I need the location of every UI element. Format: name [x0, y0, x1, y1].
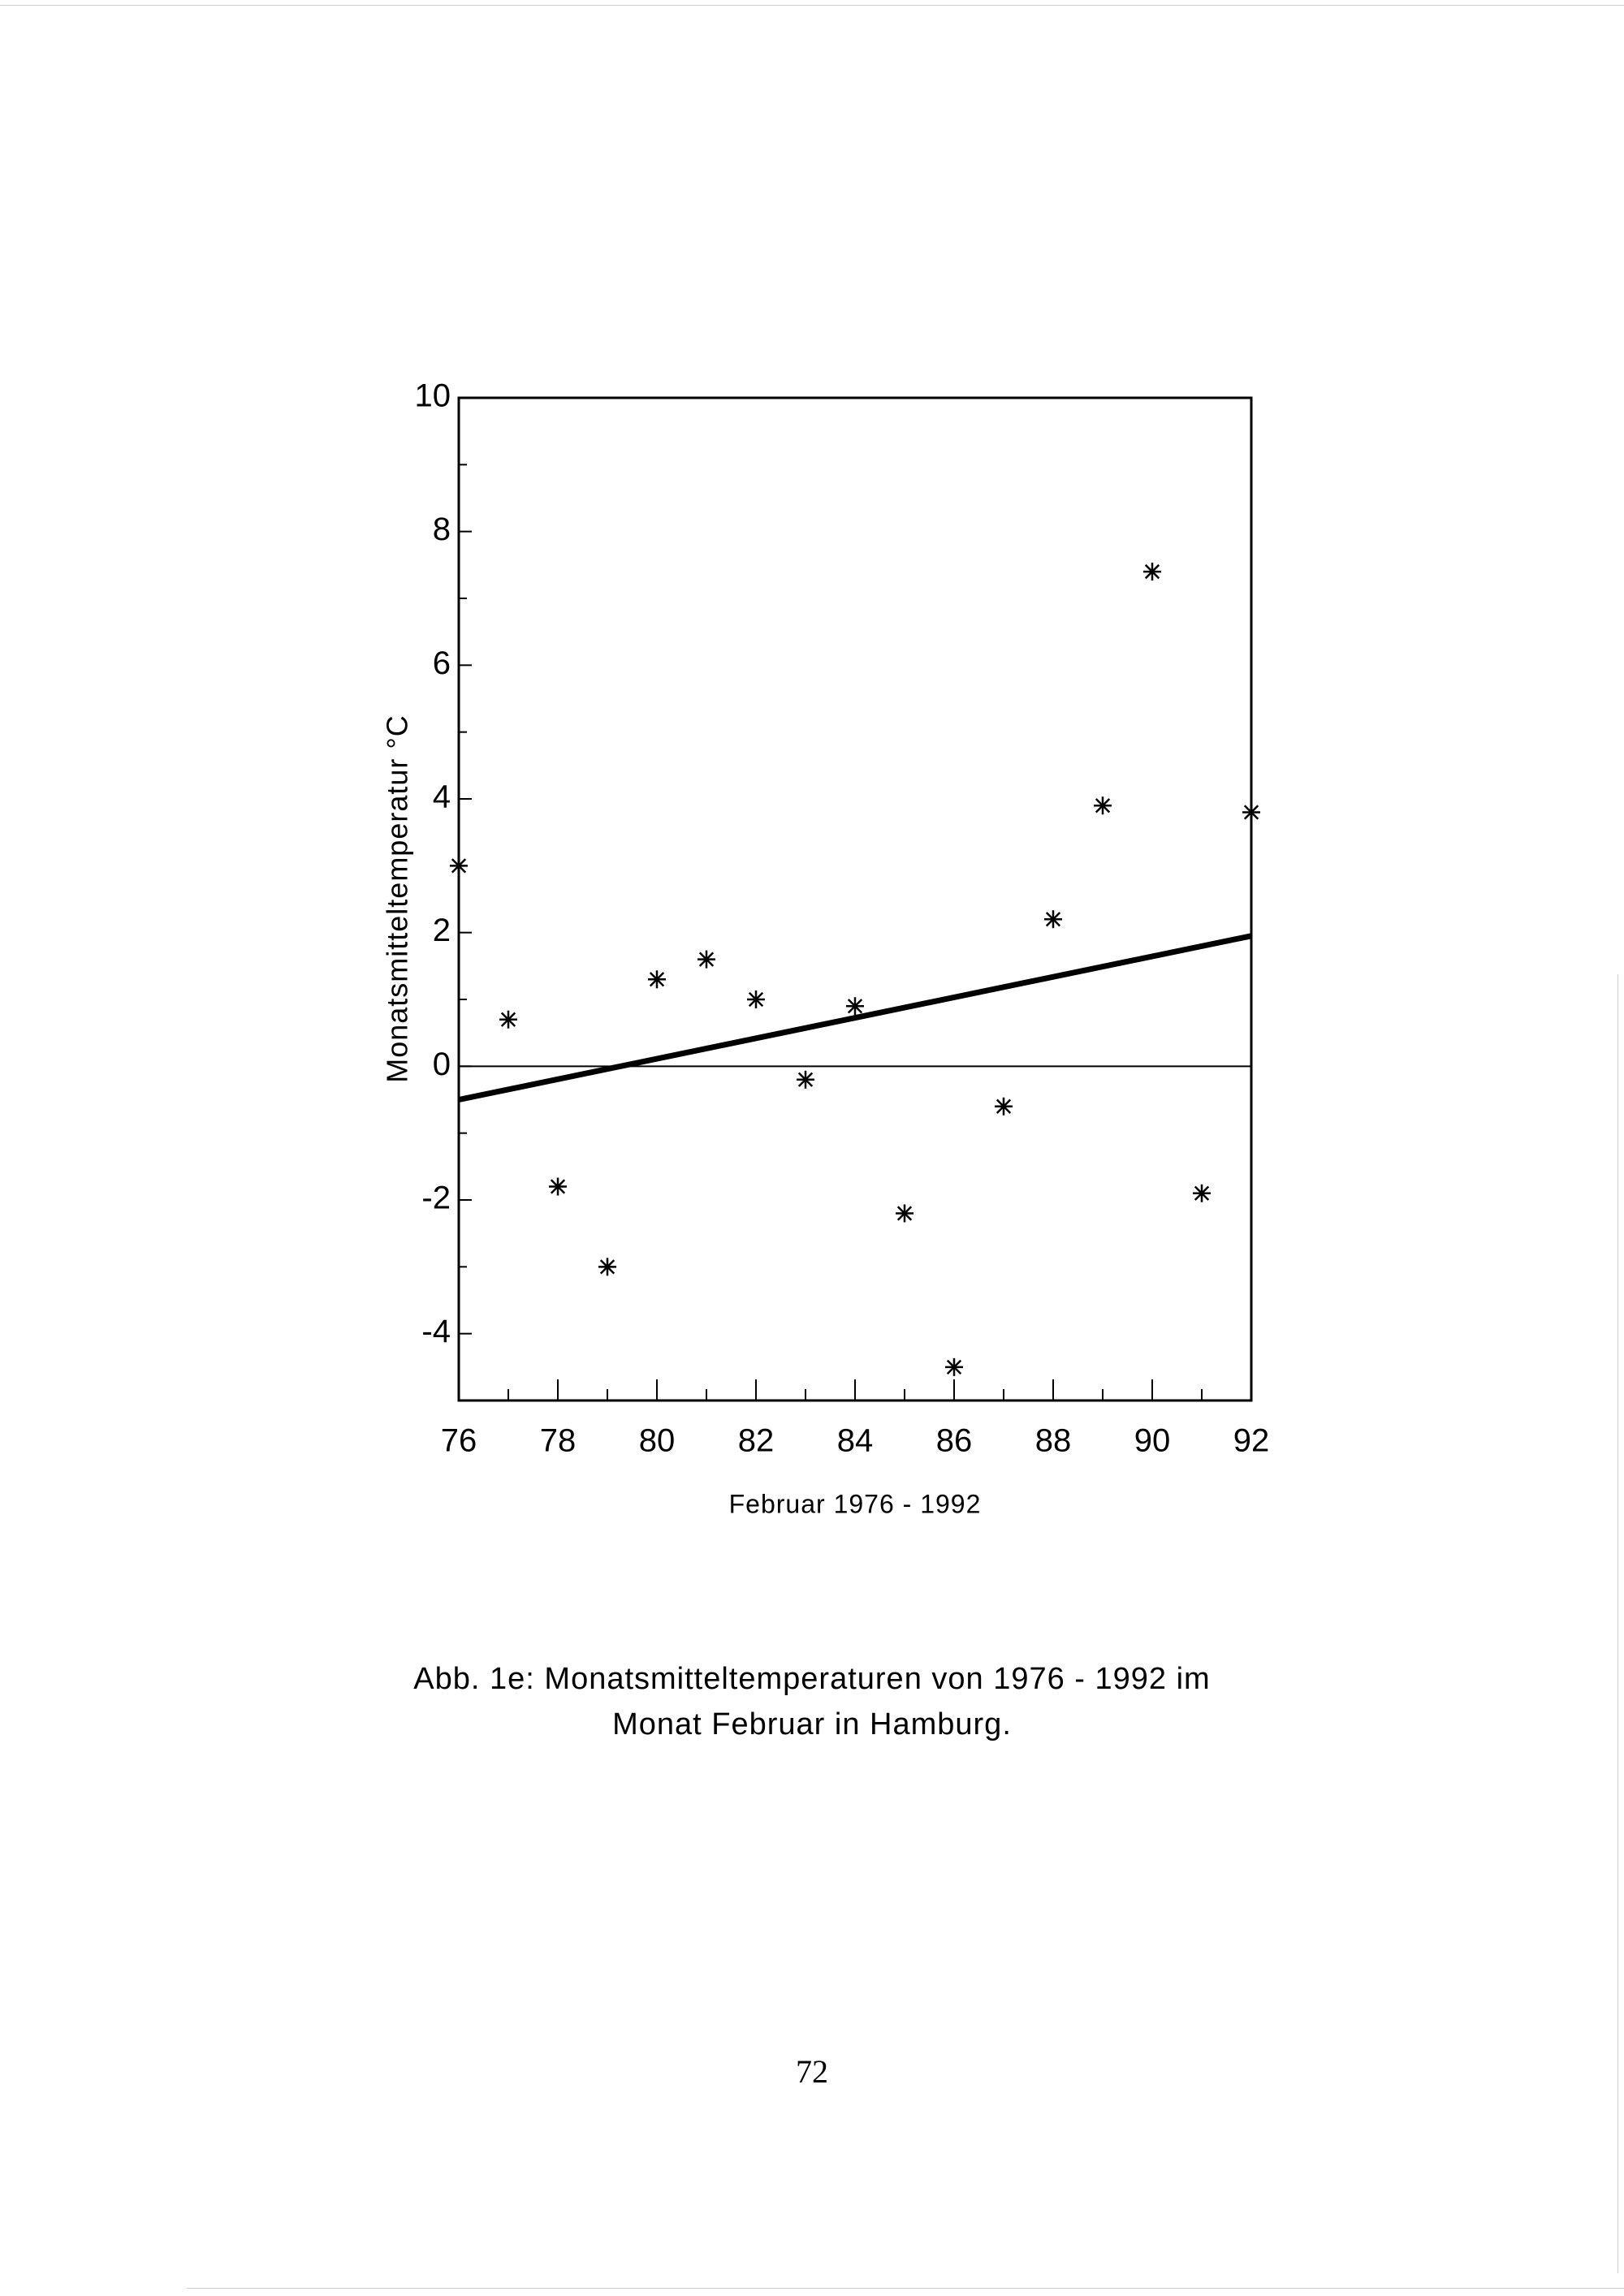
page-number: 72: [796, 2053, 828, 2090]
data-point-asterisk: [1094, 796, 1112, 814]
x-tick-label: 84: [836, 1422, 874, 1459]
x-axis-ticks: [459, 1379, 1251, 1400]
y-tick-label: 10: [414, 378, 451, 414]
data-point-asterisk: [1143, 563, 1161, 580]
x-axis-title: Februar 1976 - 1992: [728, 1489, 982, 1519]
data-point-asterisk: [747, 990, 765, 1008]
data-point-asterisk: [846, 997, 864, 1015]
data-point-asterisk: [648, 970, 666, 988]
plot-frame: [459, 398, 1251, 1400]
data-point-asterisk: [1193, 1185, 1211, 1202]
y-tick-label: -4: [421, 1314, 451, 1350]
figure-caption: [0, 1656, 1624, 1747]
x-tick-label: 92: [1233, 1422, 1270, 1459]
y-tick-labels: [415, 378, 451, 1350]
y-tick-label: 2: [432, 913, 451, 949]
x-tick-label: 78: [539, 1422, 577, 1459]
data-point-asterisk: [450, 857, 468, 874]
x-tick-label: 90: [1134, 1422, 1171, 1459]
data-point-asterisk: [549, 1178, 567, 1196]
x-tick-labels: [441, 1423, 1270, 1459]
y-axis-ticks: [459, 398, 472, 1400]
data-point-asterisk: [1242, 803, 1260, 821]
x-tick-label: 76: [440, 1422, 477, 1459]
data-point-asterisk: [995, 1098, 1013, 1116]
x-tick-label: 88: [1034, 1422, 1072, 1459]
data-point-asterisk: [698, 951, 715, 969]
data-point-asterisk: [797, 1071, 814, 1089]
y-tick-label: -2: [421, 1180, 451, 1216]
x-tick-label: 82: [737, 1422, 775, 1459]
trend-line: [459, 936, 1251, 1100]
caption-line-1: Abb. 1e: Monatsmitteltemperaturen von 1976 - 1992 im: [413, 1662, 1211, 1696]
caption-line-2: Monat Februar in Hamburg.: [612, 1707, 1012, 1741]
y-tick-label: 6: [432, 645, 451, 681]
data-point-asterisk: [896, 1204, 914, 1222]
data-point-asterisk: [945, 1358, 963, 1376]
data-point-asterisk: [1044, 910, 1062, 928]
data-point-asterisk: [499, 1011, 517, 1029]
y-tick-label: 4: [432, 779, 451, 815]
data-points: [450, 563, 1260, 1376]
x-tick-label: 80: [638, 1422, 676, 1459]
x-tick-label: 86: [935, 1422, 973, 1459]
data-point-asterisk: [598, 1258, 616, 1275]
y-axis-title: Monatsmitteltemperatur °C: [380, 714, 414, 1083]
y-tick-label: 0: [432, 1046, 451, 1082]
y-tick-label: 8: [432, 511, 451, 548]
